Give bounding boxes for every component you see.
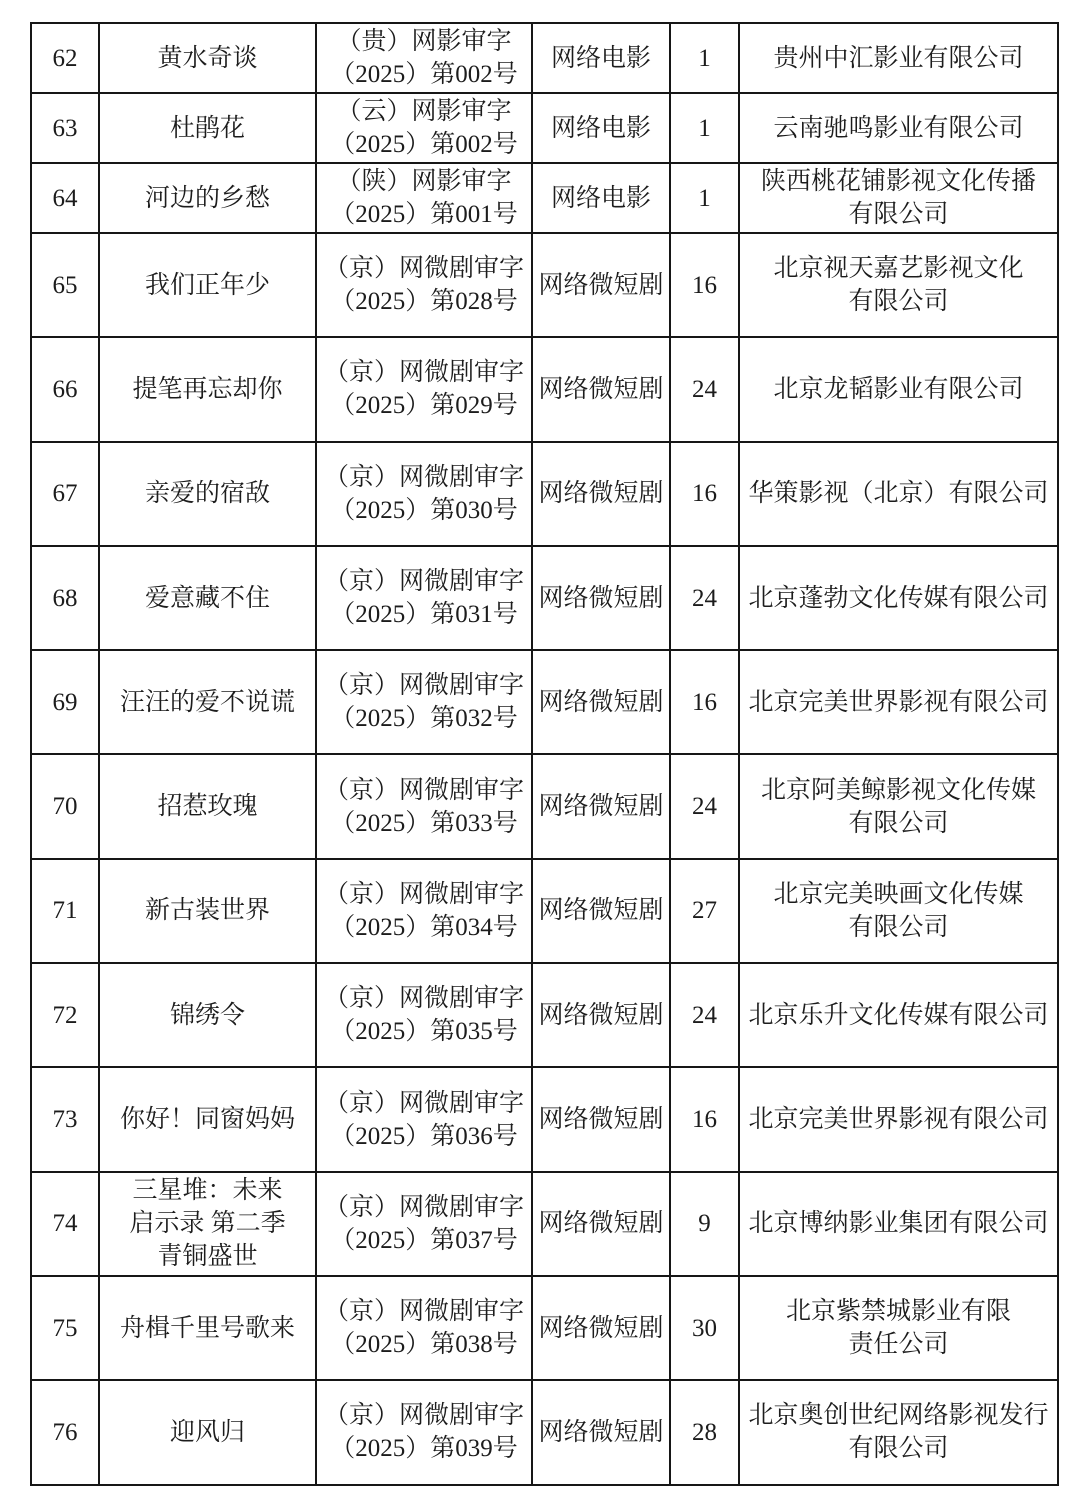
company-line: 责任公司 — [848, 1331, 949, 1359]
company-line: 北京奥创世纪网络影视发行 — [748, 1402, 1049, 1430]
row-number-cell — [31, 337, 99, 441]
company-line: 北京阿美鲸影视文化传媒 — [760, 776, 1036, 804]
episodes-text: 24 — [692, 375, 717, 403]
episodes-text: 9 — [698, 1210, 711, 1238]
title-cell — [99, 963, 316, 1067]
title-line: 锦绣令 — [169, 1001, 245, 1029]
row-number-cell — [31, 442, 99, 546]
title-cell — [99, 337, 316, 441]
type-line: 网络微短剧 — [538, 688, 664, 716]
episodes-cell — [670, 1276, 739, 1380]
row-number-cell — [31, 93, 99, 163]
table-row — [31, 1172, 1058, 1276]
company-cell — [739, 546, 1058, 650]
row-number-text: 63 — [52, 114, 78, 142]
title-cell — [99, 754, 316, 858]
type-line: 网络微短剧 — [538, 375, 664, 403]
approval-number-line: （京）网微剧审字 — [323, 985, 524, 1013]
company-line: 华策影视（北京）有限公司 — [748, 480, 1049, 508]
company-line: 有限公司 — [848, 809, 949, 837]
table-row — [31, 1380, 1058, 1484]
approval-number-line: （2025）第032号 — [330, 705, 518, 733]
row-number-text: 62 — [52, 44, 78, 72]
row-number-text: 69 — [52, 688, 78, 716]
row-number-text: 73 — [52, 1106, 78, 1134]
type-cell — [532, 1380, 670, 1484]
approval-number-line: （2025）第039号 — [330, 1435, 518, 1463]
approval-number-cell — [316, 1067, 532, 1171]
episodes-text: 16 — [692, 480, 717, 508]
approval-number-line: （2025）第033号 — [330, 809, 518, 837]
table-row — [31, 963, 1058, 1067]
episodes-cell — [670, 163, 739, 233]
approval-number-line: （2025）第029号 — [330, 392, 518, 420]
type-cell — [532, 233, 670, 337]
table-row — [31, 1276, 1058, 1380]
approval-number-line: （京）网微剧审字 — [323, 568, 524, 596]
approval-number-line: （2025）第030号 — [330, 496, 518, 524]
company-cell — [739, 163, 1058, 233]
type-line: 网络微短剧 — [538, 584, 664, 612]
type-line: 网络微短剧 — [538, 1418, 664, 1446]
title-cell — [99, 1067, 316, 1171]
table-row — [31, 546, 1058, 650]
approval-table — [30, 22, 1059, 1486]
approval-number-line: （京）网微剧审字 — [323, 1298, 524, 1326]
episodes-text: 1 — [698, 44, 711, 72]
table-row — [31, 23, 1058, 93]
approval-number-line: （京）网微剧审字 — [323, 1089, 524, 1117]
episodes-cell — [670, 1380, 739, 1484]
table-row — [31, 1067, 1058, 1171]
approval-number-cell — [316, 442, 532, 546]
approval-number-line: （云）网影审字 — [336, 98, 512, 125]
title-line: 招惹玫瑰 — [157, 793, 258, 821]
title-line: 新古装世界 — [144, 897, 270, 925]
episodes-text: 1 — [698, 184, 711, 212]
approval-number-cell — [316, 163, 532, 233]
type-cell — [532, 754, 670, 858]
approval-number-line: （陕）网影审字 — [336, 168, 512, 195]
episodes-text: 24 — [692, 1001, 717, 1029]
episodes-text: 1 — [698, 114, 711, 142]
type-line: 网络微短剧 — [538, 1001, 664, 1029]
row-number-text: 67 — [52, 480, 78, 508]
company-line: 北京完美世界影视有限公司 — [748, 688, 1049, 716]
type-cell — [532, 1276, 670, 1380]
row-number-cell — [31, 650, 99, 754]
row-number-cell — [31, 1067, 99, 1171]
approval-number-cell — [316, 93, 532, 163]
episodes-cell — [670, 963, 739, 1067]
approval-number-line: （京）网微剧审字 — [323, 776, 524, 804]
title-line: 三星堆：未来 — [132, 1177, 283, 1205]
episodes-cell — [670, 442, 739, 546]
approval-number-line: （京）网微剧审字 — [323, 463, 524, 491]
table-row — [31, 337, 1058, 441]
approval-number-line: （2025）第038号 — [330, 1331, 518, 1359]
type-line: 网络电影 — [550, 44, 651, 72]
approval-number-line: （2025）第036号 — [330, 1122, 518, 1150]
type-line: 网络微短剧 — [538, 1314, 664, 1342]
table-row — [31, 233, 1058, 337]
title-cell — [99, 442, 316, 546]
episodes-text: 24 — [692, 793, 717, 821]
company-line: 有限公司 — [848, 201, 949, 228]
row-number-cell — [31, 546, 99, 650]
company-line: 北京龙韬影业有限公司 — [773, 375, 1024, 403]
episodes-text: 24 — [692, 584, 717, 612]
title-cell — [99, 546, 316, 650]
title-line: 爱意藏不住 — [144, 584, 270, 612]
episodes-cell — [670, 23, 739, 93]
episodes-text: 16 — [692, 688, 717, 716]
episodes-cell — [670, 337, 739, 441]
type-cell — [532, 963, 670, 1067]
table-row — [31, 859, 1058, 963]
company-line: 陕西桃花铺影视文化传播 — [760, 168, 1036, 195]
row-number-text: 74 — [52, 1210, 78, 1238]
approval-number-line: （2025）第037号 — [330, 1226, 518, 1254]
title-line: 汪汪的爱不说谎 — [119, 688, 295, 716]
title-cell — [99, 1276, 316, 1380]
title-cell — [99, 233, 316, 337]
title-cell — [99, 93, 316, 163]
approval-number-line: （京）网微剧审字 — [323, 359, 524, 387]
episodes-text: 16 — [692, 1106, 717, 1134]
company-cell — [739, 859, 1058, 963]
table-row — [31, 163, 1058, 233]
type-line: 网络微短剧 — [538, 897, 664, 925]
approval-number-cell — [316, 1276, 532, 1380]
type-cell — [532, 859, 670, 963]
title-line: 河边的乡愁 — [144, 184, 270, 212]
episodes-text: 28 — [692, 1418, 717, 1446]
approval-number-cell — [316, 650, 532, 754]
company-cell — [739, 754, 1058, 858]
approval-number-line: （2025）第028号 — [330, 288, 518, 316]
approval-number-cell — [316, 23, 532, 93]
table-row — [31, 754, 1058, 858]
row-number-text: 72 — [52, 1001, 78, 1029]
approval-number-cell — [316, 859, 532, 963]
row-number-text: 75 — [52, 1314, 78, 1342]
episodes-cell — [670, 650, 739, 754]
company-cell — [739, 1380, 1058, 1484]
title-cell — [99, 650, 316, 754]
approval-number-cell — [316, 233, 532, 337]
title-cell — [99, 163, 316, 233]
episodes-cell — [670, 754, 739, 858]
row-number-cell — [31, 1276, 99, 1380]
type-cell — [532, 546, 670, 650]
company-cell — [739, 1172, 1058, 1276]
company-cell — [739, 337, 1058, 441]
row-number-text: 70 — [52, 793, 78, 821]
company-cell — [739, 1276, 1058, 1380]
company-line: 北京乐升文化传媒有限公司 — [748, 1001, 1049, 1029]
company-cell — [739, 442, 1058, 546]
episodes-text: 30 — [692, 1314, 717, 1342]
title-cell — [99, 1380, 316, 1484]
table-row — [31, 442, 1058, 546]
title-line: 亲爱的宿敌 — [144, 480, 270, 508]
company-line: 有限公司 — [848, 913, 949, 941]
approval-number-line: （贵）网影审字 — [336, 28, 512, 55]
type-cell — [532, 650, 670, 754]
approval-number-line: （2025）第031号 — [330, 601, 518, 629]
company-line: 云南驰鸣影业有限公司 — [773, 114, 1024, 142]
company-cell — [739, 963, 1058, 1067]
approval-number-cell — [316, 754, 532, 858]
episodes-cell — [670, 93, 739, 163]
row-number-text: 71 — [52, 897, 78, 925]
title-cell — [99, 1172, 316, 1276]
approval-number-cell — [316, 546, 532, 650]
approval-number-line: （2025）第002号 — [330, 131, 518, 158]
episodes-cell — [670, 859, 739, 963]
row-number-cell — [31, 754, 99, 858]
title-line: 杜鹃花 — [169, 114, 245, 142]
approval-number-line: （2025）第035号 — [330, 1018, 518, 1046]
approval-number-cell — [316, 1172, 532, 1276]
row-number-cell — [31, 163, 99, 233]
row-number-cell — [31, 1172, 99, 1276]
row-number-cell — [31, 963, 99, 1067]
title-line: 你好！同窗妈妈 — [119, 1106, 295, 1134]
title-cell — [99, 23, 316, 93]
row-number-text: 65 — [52, 271, 78, 299]
type-line: 网络微短剧 — [538, 1210, 664, 1238]
type-cell — [532, 23, 670, 93]
row-number-cell — [31, 233, 99, 337]
episodes-cell — [670, 546, 739, 650]
approval-number-cell — [316, 963, 532, 1067]
row-number-cell — [31, 23, 99, 93]
approval-number-line: （京）网微剧审字 — [323, 880, 524, 908]
type-cell — [532, 93, 670, 163]
episodes-cell — [670, 233, 739, 337]
type-line: 网络微短剧 — [538, 793, 664, 821]
type-cell — [532, 337, 670, 441]
table-row — [31, 650, 1058, 754]
title-line: 我们正年少 — [144, 271, 270, 299]
approval-number-line: （2025）第002号 — [330, 61, 518, 88]
table-row — [31, 93, 1058, 163]
row-number-text: 76 — [52, 1418, 78, 1446]
company-line: 有限公司 — [848, 1435, 949, 1463]
company-line: 北京博纳影业集团有限公司 — [748, 1210, 1049, 1238]
type-line: 网络微短剧 — [538, 1106, 664, 1134]
approval-number-cell — [316, 337, 532, 441]
type-cell — [532, 442, 670, 546]
approval-number-line: （2025）第001号 — [330, 201, 518, 228]
company-cell — [739, 23, 1058, 93]
type-cell — [532, 1172, 670, 1276]
company-cell — [739, 650, 1058, 754]
type-cell — [532, 1067, 670, 1171]
company-cell — [739, 233, 1058, 337]
company-line: 北京蓬勃文化传媒有限公司 — [748, 584, 1049, 612]
title-line: 青铜盛世 — [157, 1243, 258, 1271]
title-line: 启示录 第二季 — [129, 1210, 286, 1238]
approval-number-line: （2025）第034号 — [330, 913, 518, 941]
title-line: 提笔再忘却你 — [132, 375, 283, 403]
episodes-text: 27 — [692, 897, 717, 925]
company-line: 贵州中汇影业有限公司 — [773, 44, 1024, 72]
approval-number-line: （京）网微剧审字 — [323, 1193, 524, 1221]
company-line: 有限公司 — [848, 288, 949, 316]
row-number-text: 68 — [52, 584, 78, 612]
episodes-cell — [670, 1067, 739, 1171]
company-line: 北京完美世界影视有限公司 — [748, 1106, 1049, 1134]
approval-number-cell — [316, 1380, 532, 1484]
company-cell — [739, 1067, 1058, 1171]
row-number-text: 66 — [52, 375, 78, 403]
type-line: 网络微短剧 — [538, 480, 664, 508]
table-body — [31, 23, 1058, 1485]
company-line: 北京紫禁城影业有限 — [785, 1298, 1011, 1326]
type-cell — [532, 163, 670, 233]
row-number-cell — [31, 859, 99, 963]
episodes-text: 16 — [692, 271, 717, 299]
type-line: 网络微短剧 — [538, 271, 664, 299]
title-line: 迎风归 — [169, 1418, 245, 1446]
title-cell — [99, 859, 316, 963]
company-line: 北京视天嘉艺影视文化 — [773, 255, 1024, 283]
approval-number-line: （京）网微剧审字 — [323, 1402, 524, 1430]
episodes-cell — [670, 1172, 739, 1276]
approval-number-line: （京）网微剧审字 — [323, 255, 524, 283]
approval-number-line: （京）网微剧审字 — [323, 672, 524, 700]
company-cell — [739, 93, 1058, 163]
row-number-text: 64 — [52, 184, 78, 212]
title-line: 黄水奇谈 — [157, 44, 258, 72]
title-line: 舟楫千里号歌来 — [119, 1314, 295, 1342]
type-line: 网络电影 — [550, 114, 651, 142]
row-number-cell — [31, 1380, 99, 1484]
company-line: 北京完美映画文化传媒 — [773, 880, 1024, 908]
type-line: 网络电影 — [550, 184, 651, 212]
